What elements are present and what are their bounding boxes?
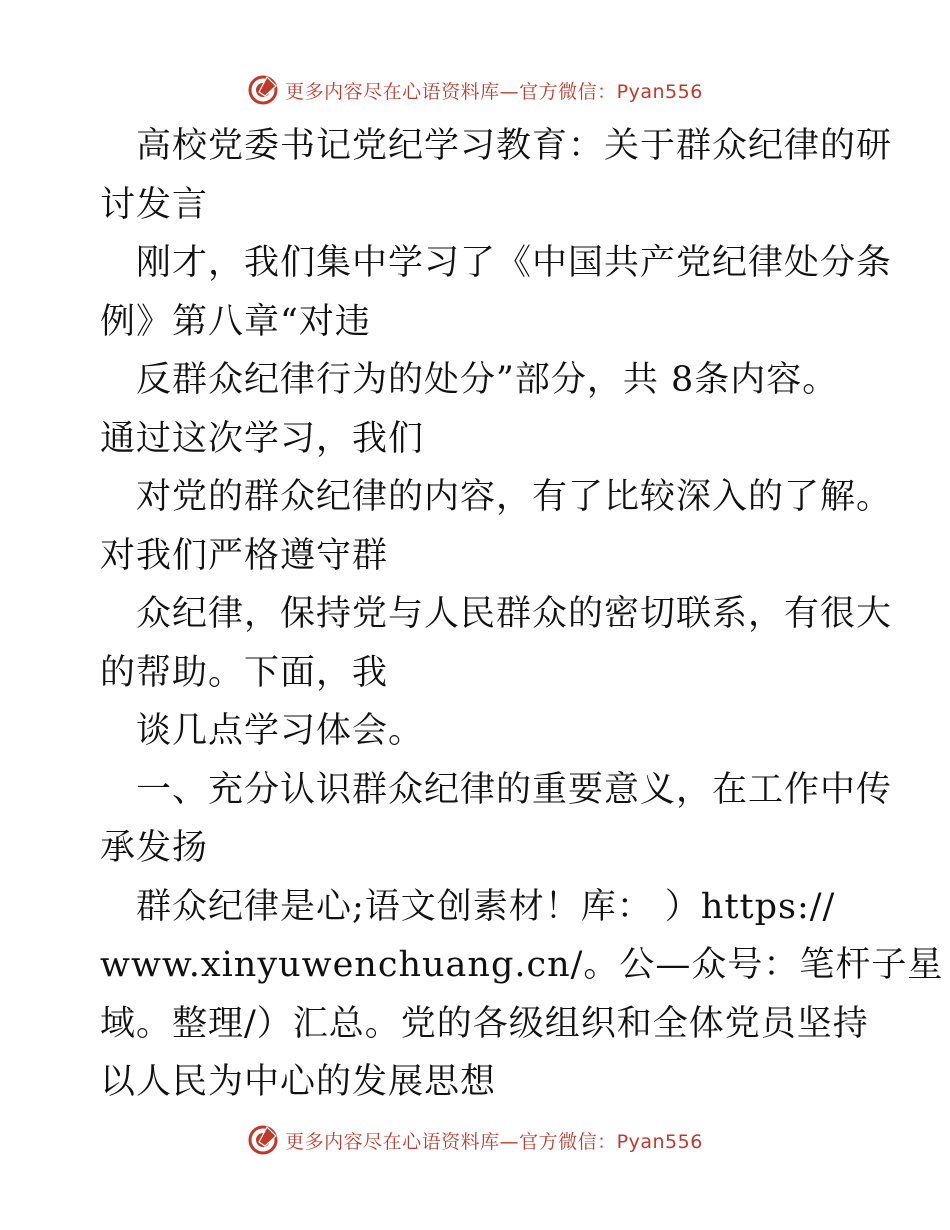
- section-heading-line-2: 承发扬: [100, 828, 209, 868]
- banner-text: 更多内容尽在心语资料库—官方微信：Pyan556: [285, 80, 703, 103]
- text-line: 对党的群众纪律的内容，有了比较深入的了解。: [100, 477, 893, 517]
- seal-pen-icon: [247, 74, 279, 106]
- document-title-line-1: 高校党委书记党纪学习教育：关于群众纪律的研: [100, 126, 893, 166]
- seal-pen-icon: [247, 1124, 279, 1156]
- text-line: 以人民为中心的发展思想: [100, 1062, 497, 1102]
- text-line: www.xinyuwenchuang.cn/。公—众号：笔杆子星: [100, 945, 944, 985]
- header-banner: [0, 70, 950, 110]
- banner-text: 更多内容尽在心语资料库—官方微信：Pyan556: [285, 1130, 703, 1153]
- text-line: 反群众纪律行为的处分”部分，共 8条内容。: [100, 360, 839, 400]
- text-line: 群众纪律是心;语文创素材！库： ）https://: [100, 887, 836, 927]
- footer-banner: [0, 1120, 950, 1160]
- text-line: 刚才，我们集中学习了《中国共产党纪律处分条: [100, 243, 893, 283]
- document-title-line-2: 讨发言: [100, 185, 209, 225]
- section-heading-line-1: 一、充分认识群众纪律的重要意义，在工作中传: [100, 770, 893, 810]
- text-line: 的帮助。下面，我: [100, 653, 389, 693]
- text-line: 对我们严格遵守群: [100, 536, 389, 576]
- text-line: 通过这次学习，我们: [100, 419, 425, 459]
- text-line: 例》第八章“对违: [100, 302, 371, 342]
- text-line: 谈几点学习体会。: [100, 711, 425, 751]
- text-line: 域。整理/）汇总。党的各级组织和全体党员坚持: [100, 1004, 869, 1044]
- text-line: 众纪律，保持党与人民群众的密切联系，有很大: [100, 594, 893, 634]
